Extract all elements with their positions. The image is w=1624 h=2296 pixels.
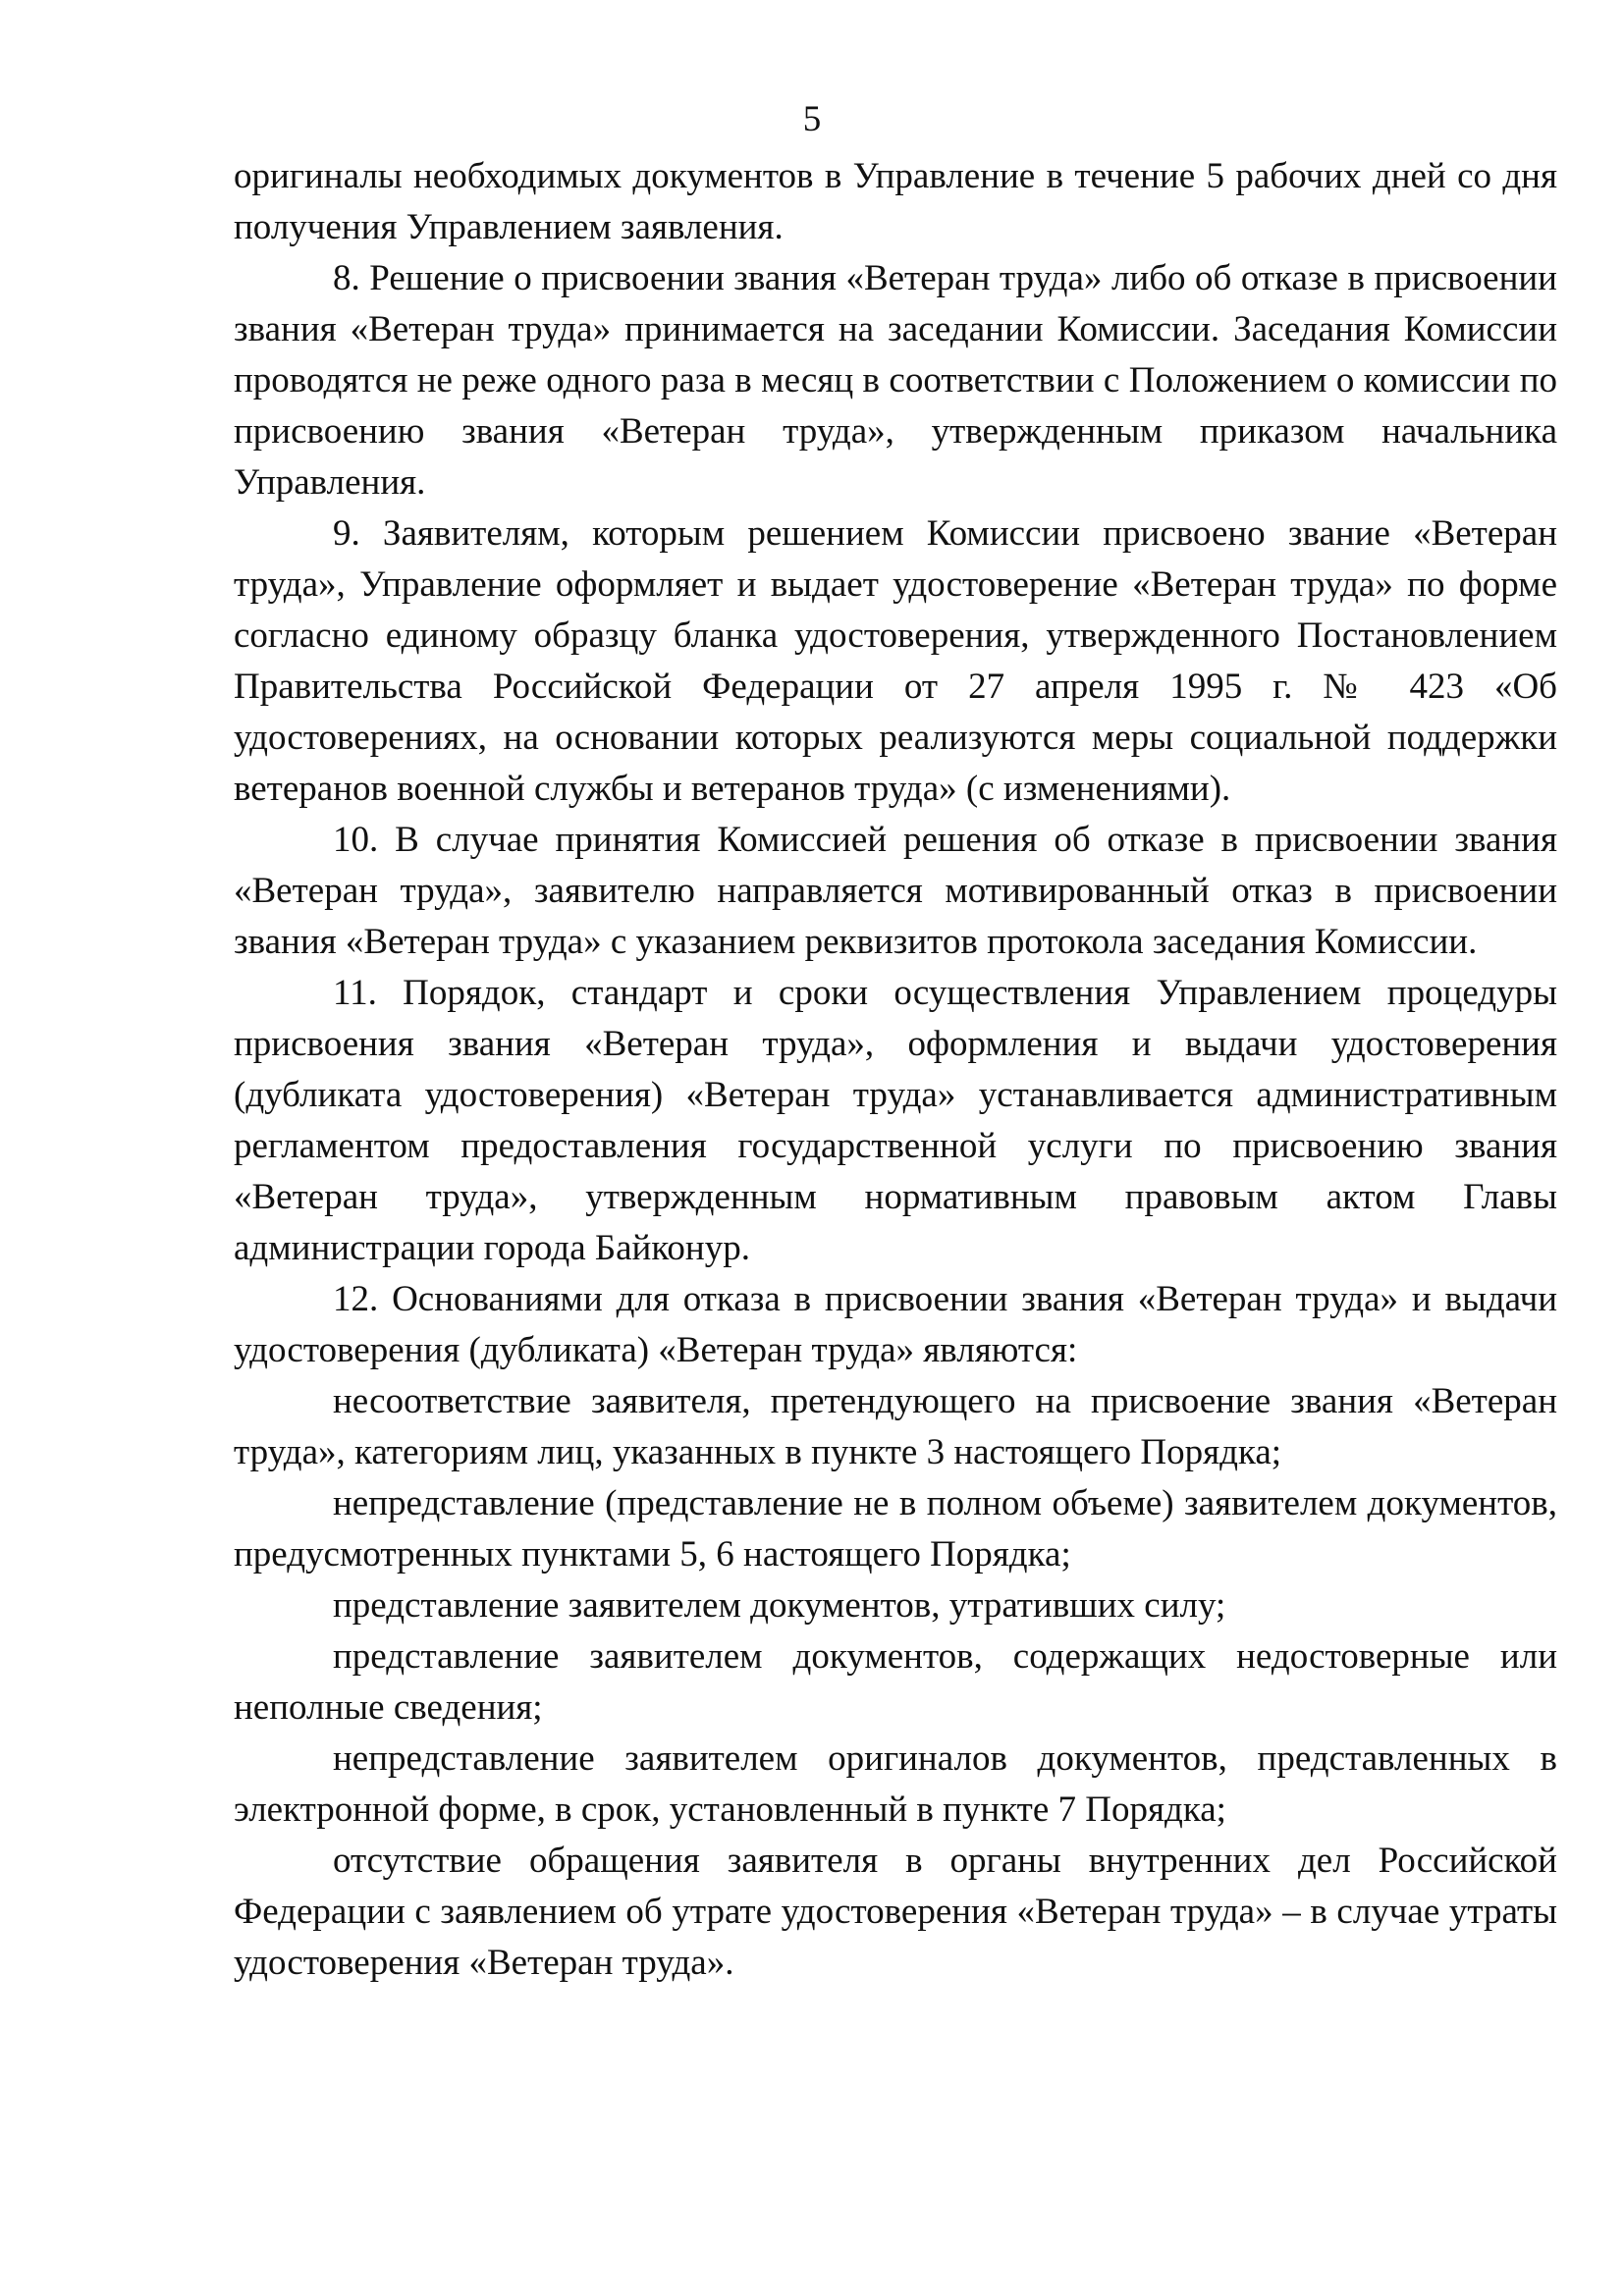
refusal-ground-3: представление заявителем документов, утративших силу;: [333, 1585, 1226, 1626]
paragraph-item-11: 11. Порядок, стандарт и сроки осуществления Управлением процедуры присвоения звания «Ветеран труда», оформления и выдачи удостоверения (дубликата удостоверения) «Ветеран труда» устанавливается административным регламентом предоставления государственной услуги по присвоению звания «Ветеран труда», утвержденным нормативным правовым актом Главы администрации города Байконур.: [234, 973, 1557, 1268]
refusal-ground-2: непредставление (представление не в полном объеме) заявителем документов, предусмотренных пунктами 5, 6 настоящего Порядка;: [234, 1483, 1557, 1575]
paragraph-item-10: 10. В случае принятия Комиссией решения об отказе в присвоении звания «Ветеран труда», заявителю направляется мотивированный отказ в присвоении звания «Ветеран труда» с указанием реквизитов протокола заседания Комиссии.: [234, 820, 1557, 962]
refusal-ground-1: несоответствие заявителя, претендующего на присвоение звания «Ветеран труда», категориям лиц, указанных в пункте 3 настоящего Порядка;: [234, 1381, 1557, 1472]
refusal-ground-4: представление заявителем документов, содержащих недостоверные или неполные сведения;: [234, 1636, 1557, 1728]
paragraph-item-12: 12. Основаниями для отказа в присвоении звания «Ветеран труда» и выдачи удостоверения (дубликата) «Ветеран труда» являются:: [234, 1279, 1557, 1370]
paragraph-continuation: оригиналы необходимых документов в Управление в течение 5 рабочих дней со дня получения Управлением заявления.: [234, 156, 1557, 247]
paragraph-item-8: 8. Решение о присвоении звания «Ветеран труда» либо об отказе в присвоении звания «Ветеран труда» принимается на заседании Комиссии. Заседания Комиссии проводятся не реже одного раза в месяц в соответствии с Положением о комиссии по присвоению звания «Ветеран труда», утвержденным приказом начальника Управления.: [234, 258, 1557, 503]
page-number: 5: [802, 99, 822, 139]
refusal-ground-5: непредставление заявителем оригиналов документов, представленных в электронной форме, в срок, установленный в пункте 7 Порядка;: [234, 1738, 1557, 1830]
refusal-ground-6: отсутствие обращения заявителя в органы внутренних дел Российской Федерации с заявлением об утрате удостоверения «Ветеран труда» – в случае утраты удостоверения «Ветеран труда».: [234, 1841, 1557, 1983]
paragraph-item-9: 9. Заявителям, которым решением Комиссии присвоено звание «Ветеран труда», Управление оформляет и выдает удостоверение «Ветеран труда» по форме согласно единому образцу бланка удостоверения, утвержденного Постановлением Правительства Российской Федерации от 27 апреля 1995 г. № 423 «Об удостоверениях, на основании которых реализуются меры социальной поддержки ветеранов военной службы и ветеранов труда» (с изменениями).: [234, 513, 1557, 809]
document-body: [234, 151, 1557, 1989]
